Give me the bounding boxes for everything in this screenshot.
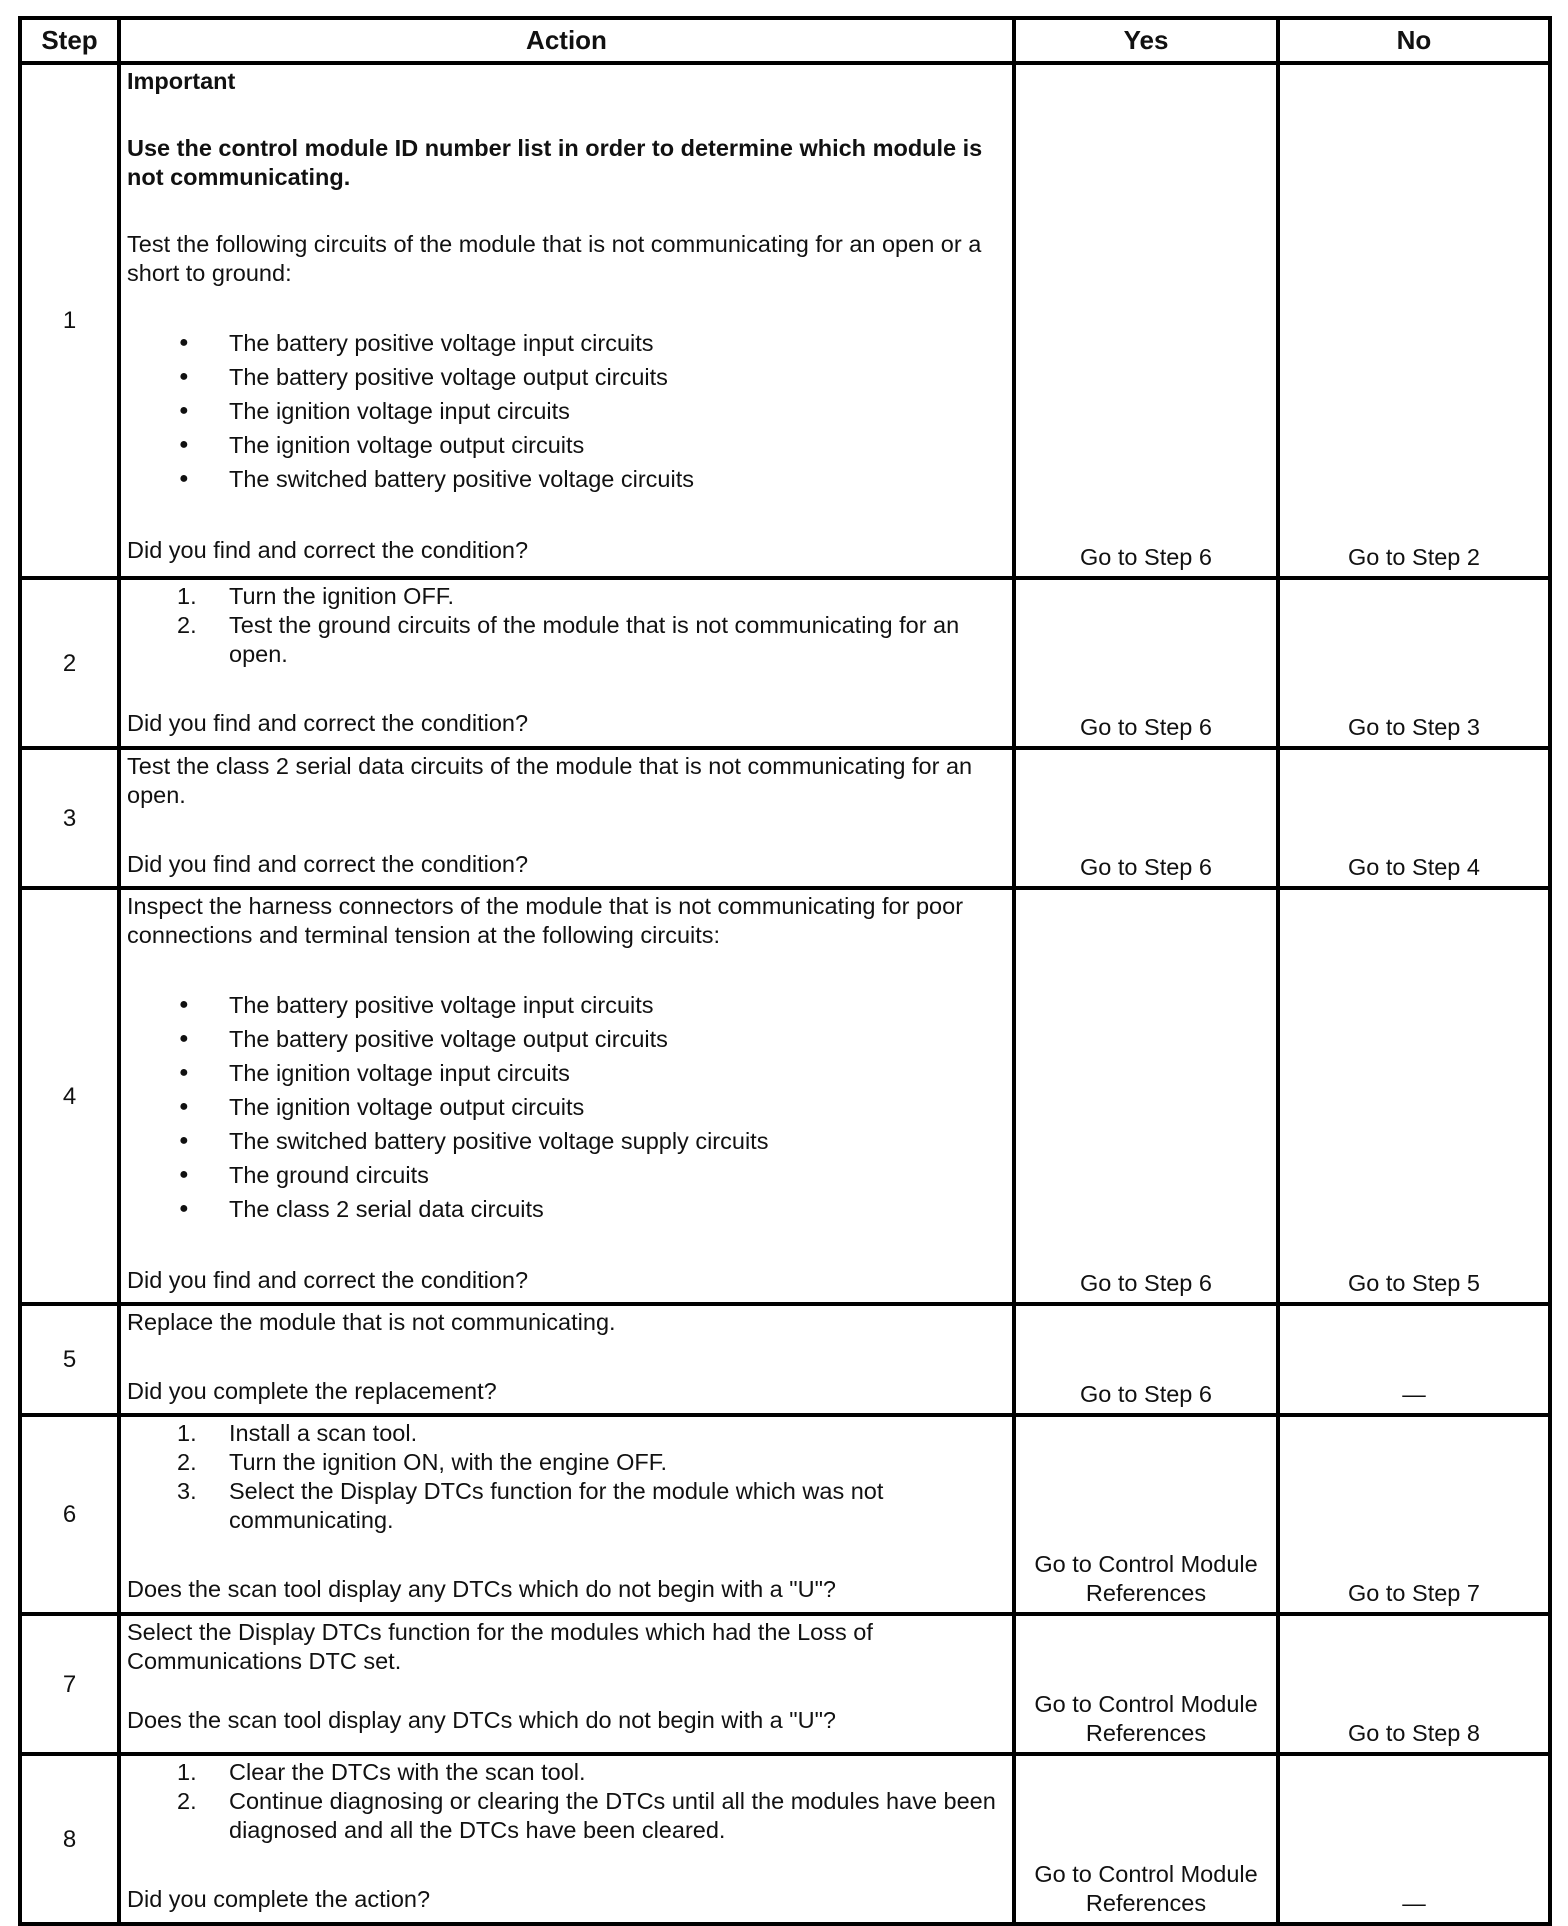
action-cell [119, 578, 1014, 748]
no-cell: — [1278, 1754, 1550, 1924]
yes-cell [1014, 1614, 1278, 1754]
important-text: Use the control module ID number list in order to determine which module is not communicating. [127, 135, 983, 190]
list-item [127, 1448, 1008, 1477]
action-question: Did you find and correct the condition? [127, 710, 529, 736]
action-question: Does the scan tool display any DTCs which do not begin with a "U"? [127, 1576, 836, 1602]
action-intro: Replace the module that is not communicating. [127, 1309, 616, 1335]
important-label: Important [127, 68, 236, 94]
no-cell: Go to Step 7 [1278, 1415, 1550, 1614]
procedure-list [127, 582, 1008, 669]
diagnostic-table [18, 16, 1552, 1926]
step-number: 4 [20, 888, 119, 1304]
list-item [127, 1787, 1008, 1845]
yes-cell [1014, 1415, 1278, 1614]
table-row [20, 1614, 1550, 1754]
yes-line: References [1085, 1580, 1207, 1606]
table-row [20, 1754, 1550, 1924]
list-text: Turn the ignition ON, with the engine OFF. [229, 1449, 668, 1475]
list-item [127, 1758, 1008, 1787]
step-number: 3 [20, 748, 119, 888]
action-question: Does the scan tool display any DTCs which do not begin with a "U"? [127, 1707, 836, 1733]
action-intro: Test the following circuits of the module that is not communicating for an open or a short to ground: [127, 231, 982, 286]
yes-cell [1014, 1754, 1278, 1924]
table-row [20, 888, 1550, 1304]
circuit-list [127, 988, 1008, 1226]
list-number: 1. [177, 1420, 197, 1446]
list-item: ● The battery positive voltage output circuits [127, 360, 1008, 394]
list-number: 2. [177, 612, 197, 638]
list-text: Continue diagnosing or clearing the DTCs until all the modules have been diagnosed and all the DTCs have been cleared. [229, 1788, 996, 1843]
no-cell: Go to Step 5 [1278, 888, 1550, 1304]
action-cell [119, 888, 1014, 1304]
header-yes: Yes [1014, 18, 1278, 63]
header-step: Step [20, 18, 119, 63]
step-number: 8 [20, 1754, 119, 1924]
header-row [20, 18, 1550, 63]
table-row [20, 1304, 1550, 1415]
action-cell [119, 1614, 1014, 1754]
list-item: ● The ignition voltage output circuits [127, 1090, 1008, 1124]
procedure-list [127, 1758, 1008, 1845]
step-number: 2 [20, 578, 119, 748]
list-number: 2. [177, 1449, 197, 1475]
list-item [127, 611, 1008, 669]
circuit-list [127, 326, 1008, 496]
action-question: Did you find and correct the condition? [127, 1267, 529, 1293]
step-number: 6 [20, 1415, 119, 1614]
list-item [127, 582, 1008, 611]
list-item: ● The battery positive voltage output circuits [127, 1022, 1008, 1056]
action-question: Did you complete the replacement? [127, 1378, 497, 1404]
list-number: 2. [177, 1788, 197, 1814]
list-item: ● The ignition voltage input circuits [127, 394, 1008, 428]
action-cell [119, 63, 1014, 578]
action-intro: Select the Display DTCs function for the modules which had the Loss of Communications DTC set. [127, 1619, 873, 1674]
action-intro: Inspect the harness connectors of the module that is not communicating for poor connections and terminal tension at the following circuits: [127, 893, 964, 948]
list-text: Test the ground circuits of the module that is not communicating for an open. [229, 612, 960, 667]
yes-line: Go to Control Module [1034, 1691, 1258, 1717]
header-action: Action [119, 18, 1014, 63]
yes-cell: Go to Step 6 [1014, 1304, 1278, 1415]
yes-cell: Go to Step 6 [1014, 888, 1278, 1304]
table-row [20, 578, 1550, 748]
list-item: ● The ignition voltage output circuits [127, 428, 1008, 462]
list-item: ● The battery positive voltage input circuits [127, 988, 1008, 1022]
list-text: Select the Display DTCs function for the module which was not communicating. [229, 1478, 884, 1533]
action-cell [119, 1304, 1014, 1415]
yes-line: Go to Control Module [1034, 1861, 1258, 1887]
list-text: Install a scan tool. [229, 1420, 418, 1446]
table-row [20, 748, 1550, 888]
no-cell: Go to Step 8 [1278, 1614, 1550, 1754]
list-item: ● The ignition voltage input circuits [127, 1056, 1008, 1090]
no-cell: Go to Step 4 [1278, 748, 1550, 888]
list-item: ● The ground circuits [127, 1158, 1008, 1192]
step-number: 5 [20, 1304, 119, 1415]
header-no: No [1278, 18, 1550, 63]
step-number: 7 [20, 1614, 119, 1754]
action-question: Did you find and correct the condition? [127, 851, 529, 877]
list-number: 1. [177, 583, 197, 609]
action-question: Did you complete the action? [127, 1886, 431, 1912]
list-number: 3. [177, 1478, 197, 1504]
yes-cell: Go to Step 6 [1014, 748, 1278, 888]
action-question: Did you find and correct the condition? [127, 537, 529, 563]
list-item: ● The switched battery positive voltage circuits [127, 462, 1008, 496]
list-item: ● The switched battery positive voltage supply circuits [127, 1124, 1008, 1158]
action-intro: Test the class 2 serial data circuits of the module that is not communicating for an open. [127, 753, 973, 808]
no-cell: Go to Step 3 [1278, 578, 1550, 748]
list-item: ● The class 2 serial data circuits [127, 1192, 1008, 1226]
action-cell [119, 748, 1014, 888]
procedure-list [127, 1419, 1008, 1535]
action-cell [119, 1415, 1014, 1614]
list-item [127, 1419, 1008, 1448]
table-row [20, 63, 1550, 578]
yes-line: Go to Control Module [1034, 1551, 1258, 1577]
list-text: Clear the DTCs with the scan tool. [229, 1759, 586, 1785]
yes-line: References [1085, 1890, 1207, 1916]
list-text: Turn the ignition OFF. [229, 583, 455, 609]
yes-cell: Go to Step 6 [1014, 578, 1278, 748]
list-number: 1. [177, 1759, 197, 1785]
list-item [127, 1477, 1008, 1535]
table-row [20, 1415, 1550, 1614]
step-number: 1 [20, 63, 119, 578]
action-cell [119, 1754, 1014, 1924]
no-cell: — [1278, 1304, 1550, 1415]
list-item: ● The battery positive voltage input circuits [127, 326, 1008, 360]
no-cell: Go to Step 2 [1278, 63, 1550, 578]
yes-line: References [1085, 1720, 1207, 1746]
yes-cell: Go to Step 6 [1014, 63, 1278, 578]
